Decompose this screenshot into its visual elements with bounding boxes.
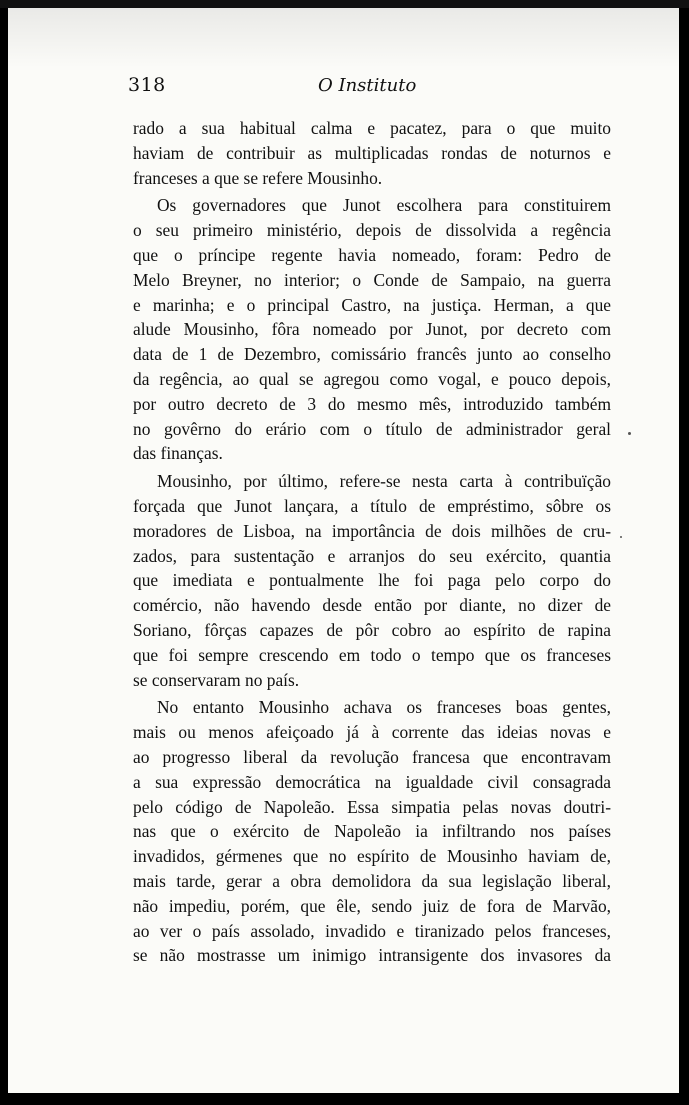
text-line: Os governadores que Junot escolhera para constituirem: [157, 195, 611, 216]
text-line: data de 1 de Dezembro, comissário francês junto ao conselho: [133, 344, 611, 365]
text-line: Mousinho, por último, refere-se nesta carta à contribuïção: [157, 471, 611, 492]
text-line: e marinha; e o principal Castro, na justiça. Herman, a que: [133, 294, 611, 315]
text-line: o seu primeiro ministério, depois de dissolvida a regência: [133, 220, 611, 241]
text-line: zados, para sustentação e arranjos do seu exército, quantia: [133, 545, 611, 566]
text-line: Melo Breyner, no interior; o Conde de Sampaio, na guerra: [133, 269, 611, 290]
text-line: mais tarde, gerar a obra demolidora da sua legislação liberal,: [133, 870, 611, 891]
text-line: por outro decreto de 3 do mesmo mês, introduzido também: [133, 393, 611, 414]
text-line: se não mostrasse um inimigo intransigente dos invasores da: [133, 945, 611, 966]
text-line: das finanças.: [133, 443, 223, 464]
page-header: [128, 74, 608, 104]
text-line: da regência, ao qual se agregou como vogal, e pouco depois,: [133, 368, 611, 389]
text-line: moradores de Lisboa, na importância de dois milhões de cru-: [133, 520, 611, 541]
text-line: Soriano, fôrças capazes de pôr cobro ao espírito de rapina: [133, 619, 611, 640]
text-line: alude Mousinho, fôra nomeado por Junot, por decreto com: [133, 319, 611, 340]
text-line: mais ou menos afeiçoado já à corrente das ideias novas e: [133, 722, 611, 743]
text-line: haviam de contribuir as multiplicadas rondas de noturnos e: [133, 142, 611, 163]
book-page: [8, 8, 679, 1093]
body-text: [133, 116, 611, 968]
text-line: no govêrno do erário com o título de administrador geral: [133, 418, 611, 439]
running-title: O Instituto: [318, 75, 417, 96]
text-line: comércio, não havendo desde então por diante, no dizer de: [133, 595, 611, 616]
text-line: invadidos, gérmenes que no espírito de Mousinho haviam de,: [133, 846, 611, 867]
text-line: nas que o exército de Napoleão ia infiltrando nos países: [133, 821, 611, 842]
text-line: se conservaram no país.: [133, 669, 300, 690]
scan-speck: [628, 432, 631, 435]
text-line: que foi sempre crescendo em todo o tempo que os franceses: [133, 644, 611, 665]
text-line: não impediu, porém, que êle, sendo juiz de fora de Marvão,: [133, 895, 611, 916]
text-line: forçada que Junot lançara, a título de empréstimo, sôbre os: [133, 495, 611, 516]
text-line: que imediata e pontualmente lhe foi paga pelo corpo do: [133, 570, 611, 591]
scan-border: [0, 0, 689, 8]
text-line: ao progresso liberal da revolução francesa que encontravam: [133, 746, 611, 767]
scan-shadow: [8, 8, 679, 68]
text-line: a sua expressão democrática na igualdade civil consagrada: [133, 771, 611, 792]
text-line: que o príncipe regente havia nomeado, foram: Pedro de: [133, 244, 611, 265]
text-line: franceses a que se refere Mousinho.: [133, 167, 383, 188]
scan-speck: [620, 536, 622, 538]
page-number: 318: [128, 74, 166, 96]
text-line: ao ver o país assolado, invadido e tiranizado pelos franceses,: [133, 920, 611, 941]
text-line: rado a sua habitual calma e pacatez, para o que muito: [133, 118, 611, 138]
text-line: pelo código de Napoleão. Essa simpatia pelas novas doutri-: [133, 796, 611, 817]
text-line: No entanto Mousinho achava os franceses boas gentes,: [157, 697, 611, 718]
